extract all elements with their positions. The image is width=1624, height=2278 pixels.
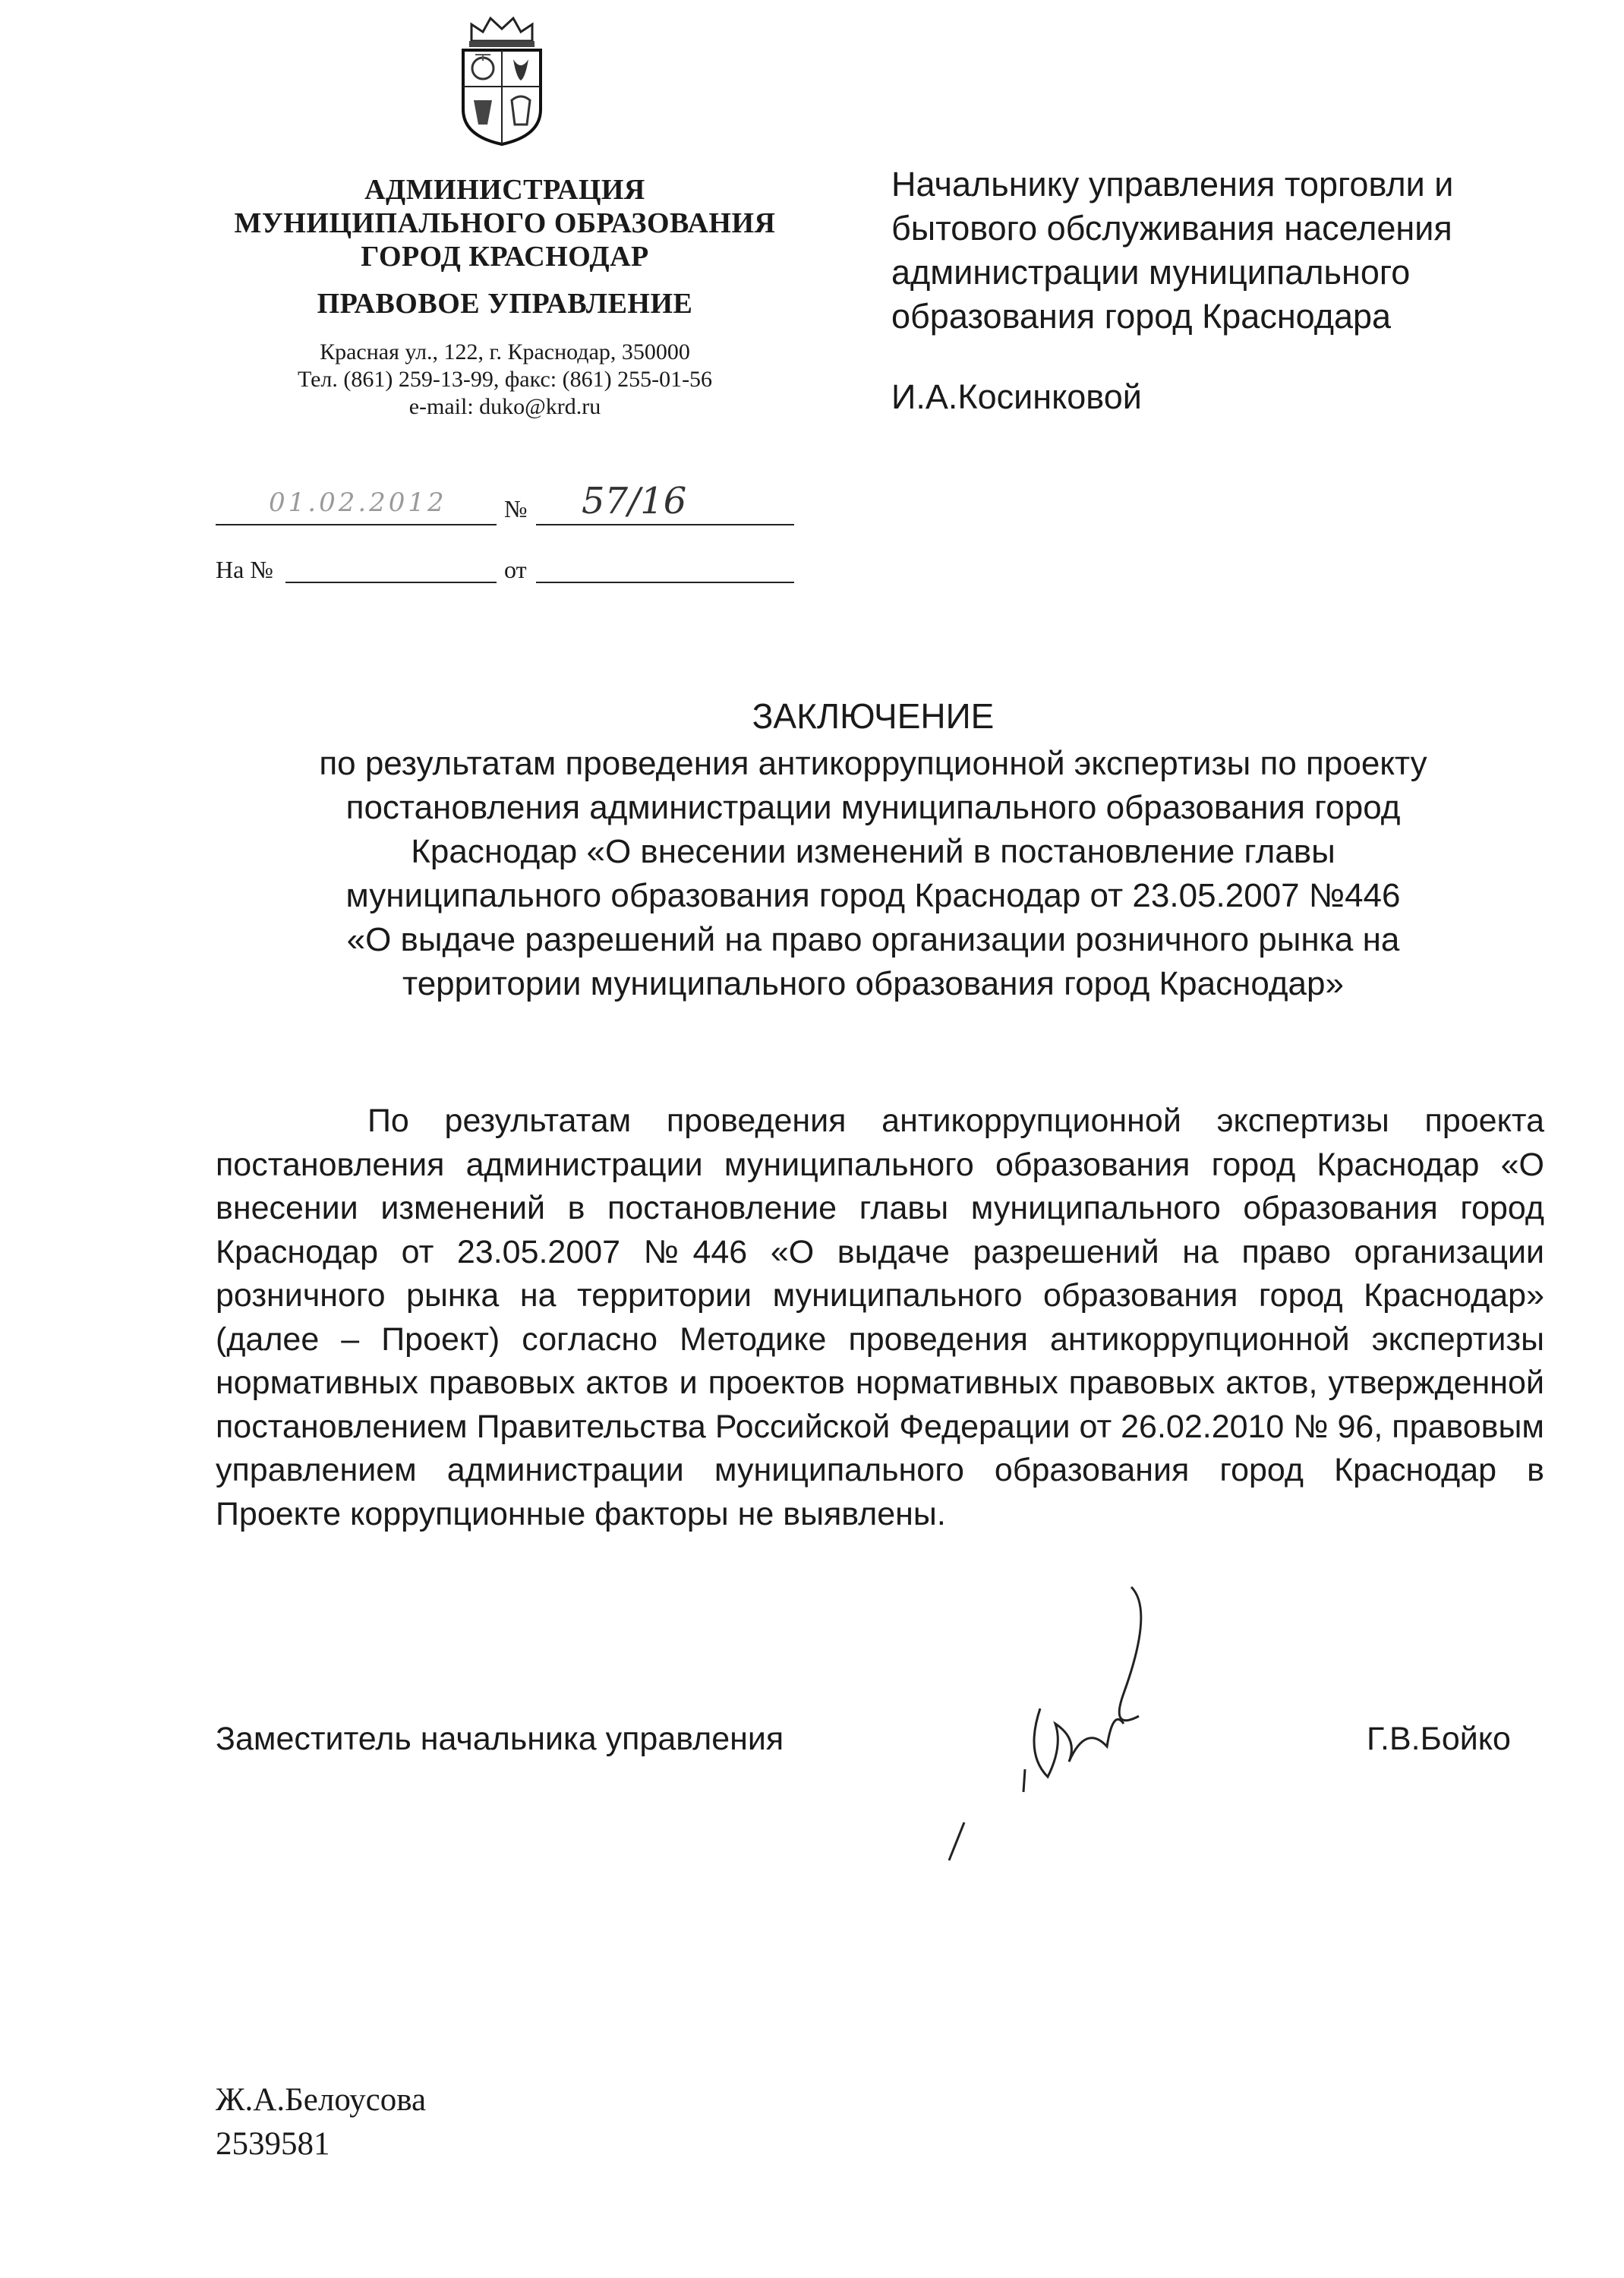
from-date-field [536,565,794,583]
letterhead-organization [144,173,866,273]
number-label: № [504,495,528,522]
number-field [536,480,794,525]
signatory-position: Заместитель начальника управления [216,1721,784,1757]
subject-line: по результатам проведения антикоррупционной экспертизы по проекту [319,745,1427,782]
coat-of-arms-icon [453,11,551,147]
address-line: e-mail: duko@krd.ru [408,394,601,419]
reply-number-field [285,565,497,583]
addressee-name: И.А.Косинковой [891,377,1142,416]
addressee-line: Начальнику управления торговли и [891,165,1454,204]
document-number: 57/16 [582,480,687,522]
body-paragraph [216,1100,1544,1536]
address-line: Красная ул., 122, г. Краснодар, 350000 [320,339,690,364]
addressee-line: администрации муниципального [891,253,1411,292]
org-line: МУНИЦИПАЛЬНОГО ОБРАЗОВАНИЯ [234,207,776,239]
signatory-name: Г.В.Бойко [1367,1721,1511,1757]
document-subject [152,742,1594,1006]
handwritten-signature-icon [934,1572,1177,1876]
addressee-block [891,162,1575,419]
addressee-line: бытового обслуживания населения [891,209,1452,248]
subject-line: территории муниципального образования город Краснодар» [402,965,1344,1002]
subject-line: постановления администрации муниципального образования город [345,789,1401,826]
addressee-line: образования город Краснодара [891,297,1392,336]
org-line: ГОРОД КРАСНОДАР [361,241,649,273]
executor-name: Ж.А.Белоусова [216,2082,427,2118]
subject-line: Краснодар «О внесении изменений в постановление главы [411,833,1335,870]
reply-label: На № [216,556,273,583]
date-field [216,486,497,525]
address-line: Тел. (861) 259-13-99, факс: (861) 255-01-56 [297,367,713,392]
body-text: По результатам проведения антикоррупционной экспертизы проекта постановления администрации муниципального образования город Краснодар «О внесении изменений в постановление главы муниципального образования город Краснодар от 23.05.2007 №446 «О выдаче разрешений на право организации розничного рынка на территории муниципального образования город Краснодар» (далее – Проект) согласно Методике проведения антикоррупционной экспертизы нормативных правовых актов и проектов нормативных правовых актов, утвержденной постановлением Правительства Российской Федерации от 26.02.2010 № 96, правовым управлением администрации муниципального образования город Краснодар в Проекте коррупционные факторы не выявлены. [216,1103,1544,1532]
date-stamp: 01.02.2012 [269,487,447,518]
from-label: от [504,556,527,583]
document-title: ЗАКЛЮЧЕНИЕ [752,696,995,736]
org-line: АДМИНИСТРАЦИЯ [364,174,645,206]
letterhead-department: ПРАВОВОЕ УПРАВЛЕНИЕ [317,288,693,320]
subject-line: «О выдаче разрешений на право организации розничного рынка на [346,921,1400,958]
letterhead-address [144,339,866,421]
subject-line: муниципального образования город Краснодар от 23.05.2007 №446 [345,877,1401,914]
executor-phone: 2539581 [216,2126,330,2162]
